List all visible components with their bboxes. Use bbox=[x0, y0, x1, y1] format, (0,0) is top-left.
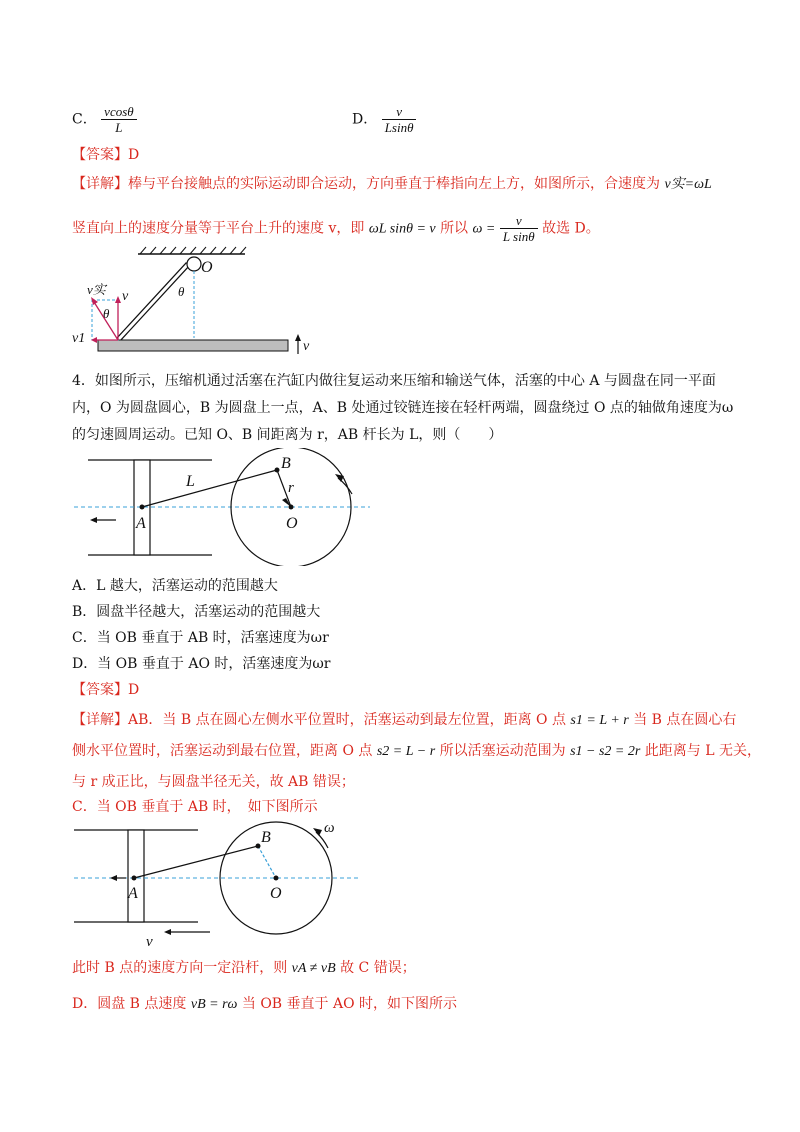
prev-detail-line2: 竖直向上的速度分量等于平台上升的速度 v，即 ωL sinθ = v 所以 ω = $\frac{v}{\text{L sinθ}}$ 故选 D。 bbox=[72, 213, 600, 244]
label-r: r bbox=[288, 480, 294, 496]
q4-detail-line6: D．圆盘 B 点速度 vB = rω 当 OB 垂直于 AO 时，如下图所示 bbox=[72, 996, 458, 1012]
label-v-right: v bbox=[303, 339, 310, 354]
figure-piston-disc-perpendicular bbox=[70, 818, 370, 950]
label-v-shi: v实 bbox=[87, 282, 106, 297]
label-l: L bbox=[186, 473, 195, 490]
label-o: O bbox=[201, 259, 213, 276]
label-v: v bbox=[146, 934, 153, 950]
ceiling-hatch bbox=[140, 247, 246, 254]
point-o bbox=[289, 505, 294, 510]
option-c-fraction: $\frac{vcos\theta}{L}$ bbox=[101, 104, 137, 135]
option-d-fraction: $\frac{v}{Lsin\theta}$ bbox=[382, 104, 417, 135]
label-b: B bbox=[261, 829, 271, 846]
platform bbox=[98, 340, 288, 351]
q4-option-c: C．当 OB 垂直于 AB 时，活塞速度为ωr bbox=[72, 630, 329, 646]
figure-piston-disc bbox=[70, 448, 380, 566]
rod-fill bbox=[118, 264, 188, 340]
rod-ab bbox=[134, 846, 258, 878]
q4-line2: 内，O 为圆盘圆心，B 为圆盘上一点，A、B 处通过铰链连接在轻杆两端，圆盘绕过 O 点的轴做角速度为ω bbox=[72, 400, 734, 416]
q4-option-b: B．圆盘半径越大，活塞运动的范围越大 bbox=[72, 604, 321, 620]
label-a: A bbox=[128, 885, 138, 902]
radius-ob-dashed bbox=[258, 846, 276, 878]
label-o: O bbox=[270, 885, 282, 902]
label-b: B bbox=[281, 455, 291, 472]
label-omega: ω bbox=[324, 820, 335, 836]
option-c: C． $\frac{vcos\theta}{L}$ bbox=[72, 104, 137, 135]
label-a: A bbox=[136, 515, 146, 532]
prev-answer: 【答案】D bbox=[72, 147, 140, 163]
q4-detail-line3: 与 r 成正比，与圆盘半径无关，故 AB 错误； bbox=[72, 774, 355, 790]
label-theta-low: θ bbox=[103, 306, 110, 321]
q4-detail-line1: 【详解】AB．当 B 点在圆心左侧水平位置时，活塞运动到最左位置，距离 O 点 s1 = L + r 当 B 点在圆心右 bbox=[72, 712, 737, 728]
omega-fraction: $\frac{v}{\text{L sinθ}}$ bbox=[500, 213, 538, 244]
figure-rod-platform bbox=[70, 246, 320, 362]
point-b bbox=[256, 844, 261, 849]
point-a bbox=[132, 876, 137, 881]
label-v1: v1 bbox=[72, 331, 86, 346]
label-theta-top: θ bbox=[178, 284, 185, 299]
prev-detail-line1: 【详解】棒与平台接触点的实际运动即合运动，方向垂直于棒指向左上方，如图所示，合速度为 v实=ωL bbox=[72, 176, 712, 192]
q4-option-d: D．当 OB 垂直于 AO 时，活塞速度为ωr bbox=[72, 656, 331, 672]
point-o bbox=[274, 876, 279, 881]
option-d: D． $\frac{v}{Lsin\theta}$ bbox=[352, 104, 416, 135]
q4-detail-line4: C．当 OB 垂直于 AB 时， 如下图所示 bbox=[72, 799, 318, 815]
q4-detail-line2: 侧水平位置时，活塞运动到最右位置，距离 O 点 s2 = L − r 所以活塞运动范围为 s1 − s2 = 2r 此距离与 L 无关， bbox=[72, 743, 761, 759]
q4-line3: 的匀速圆周运动。已知 O、B 间距离为 r，AB 杆长为 L，则（ ） bbox=[72, 427, 503, 443]
q4-line1: 4．如图所示，压缩机通过活塞在汽缸内做往复运动来压缩和输送气体，活塞的中心 A 与圆盘在同一平面 bbox=[72, 373, 716, 389]
label-o: O bbox=[286, 515, 298, 532]
rod-ab bbox=[142, 470, 277, 507]
point-a bbox=[140, 505, 145, 510]
point-b bbox=[275, 468, 280, 473]
q4-answer: 【答案】D bbox=[72, 682, 140, 698]
pivot-circle bbox=[187, 257, 201, 271]
q4-detail-line5: 此时 B 点的速度方向一定沿杆，则 vA ≠ vB 故 C 错误； bbox=[72, 960, 416, 976]
label-v: v bbox=[122, 289, 129, 304]
q4-option-a: A．L 越大，活塞运动的范围越大 bbox=[72, 578, 278, 594]
